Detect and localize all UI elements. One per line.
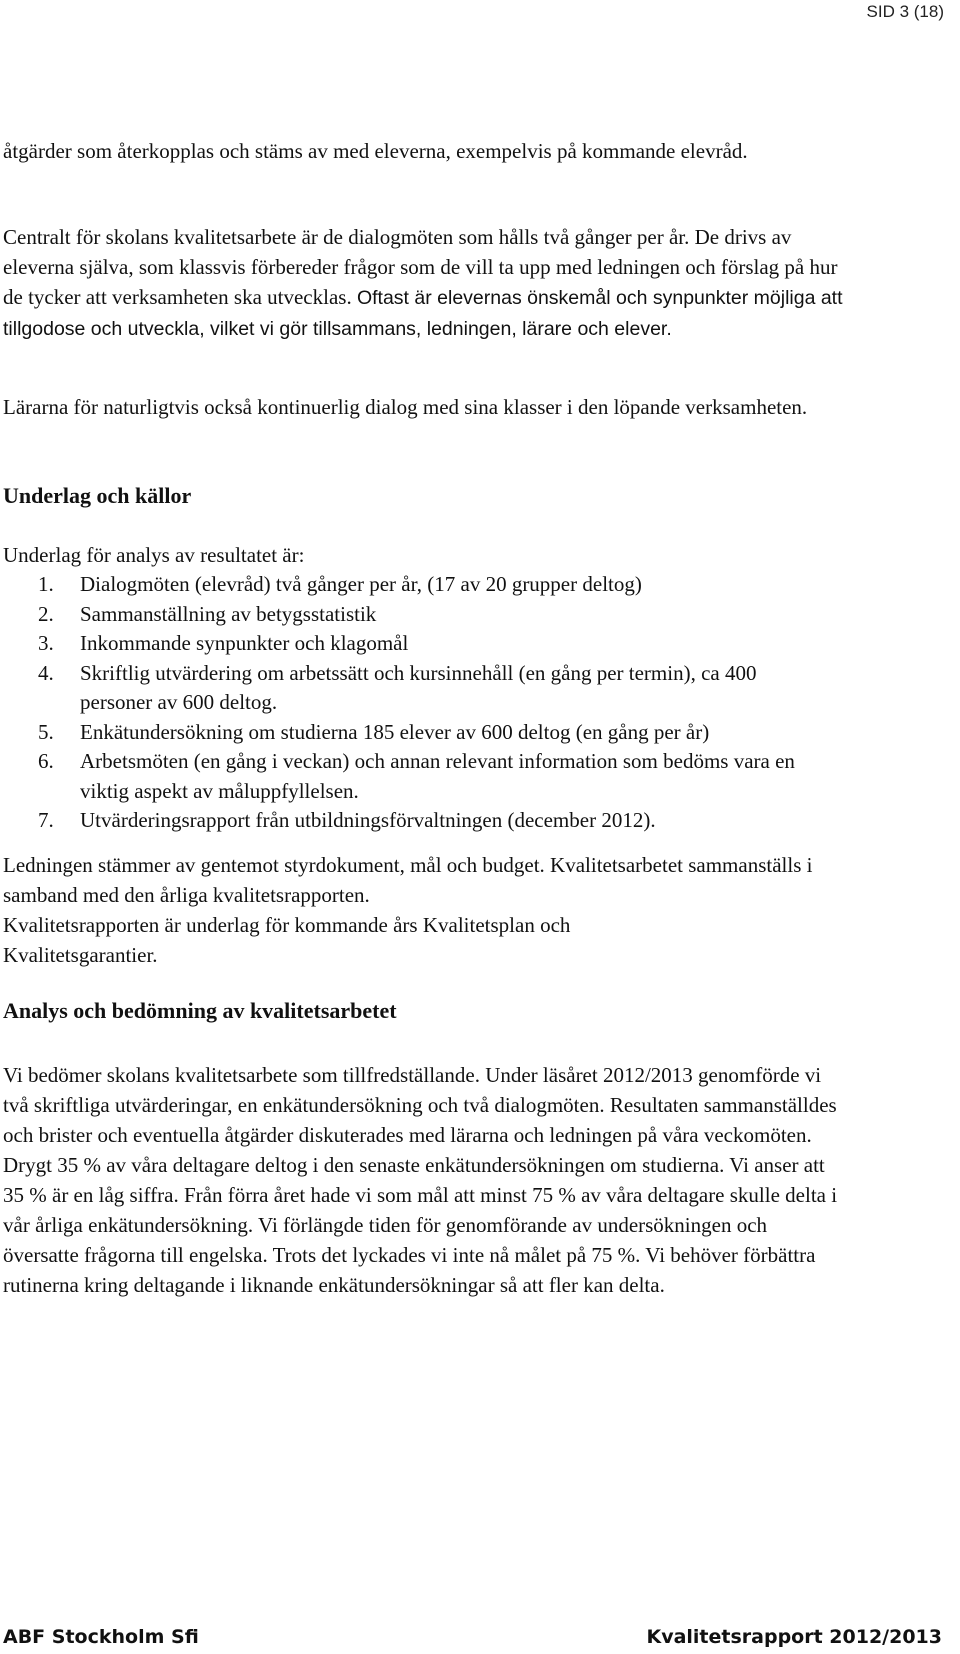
list-item-text: Utvärderingsrapport från utbildningsförvaltningen (december 2012). bbox=[80, 808, 656, 832]
list-item-text: Dialogmöten (elevråd) två gånger per år, (17 av 20 grupper deltog) bbox=[80, 572, 642, 596]
list-item-number: 5. bbox=[38, 719, 54, 744]
list-item bbox=[3, 806, 863, 836]
list-item-text: Skriftlig utvärdering om arbetssätt och kursinnehåll (en gång per termin), ca 400 personer av 600 deltog. bbox=[80, 660, 757, 714]
paragraph-management bbox=[3, 850, 838, 970]
paragraph-analysis bbox=[3, 1060, 843, 1300]
list-item-number: 1. bbox=[38, 572, 54, 596]
list-intro: Underlag för analys av resultatet är: bbox=[3, 543, 305, 567]
list-item bbox=[3, 747, 800, 806]
paragraph-text: Lärarna för naturligtvis också kontinuerlig dialog med sina klasser i den löpande verksamheten. bbox=[3, 395, 808, 419]
list-item-text: Arbetsmöten (en gång i veckan) och annan relevant information som bedöms vara en viktig aspekt av måluppfyllelsen. bbox=[80, 749, 795, 803]
paragraph-text: Vi bedömer skolans kvalitetsarbete som tillfredställande. Under läsåret 2012/2013 genomförde vi två skriftliga utvärderingar, en enkätundersökning och två dialogmöten. Resultaten sammanställdes och brister och eventuella åtgärder diskuterades med lärarna och ledningen på våra veckomöten. Drygt 35 % av våra deltagare deltog i den senaste enkätundersökningen om studierna. Vi anser att 35 % är en låg siffra. Från förra året hade vi som mål att minst 75 % av våra deltagare skulle delta i vår årliga enkätundersökning. Vi förlängde tiden för genomförande av undersökningen och översatte frågorna till engelska. Trots det lyckades vi inte nå målet på 75 %. Vi behöver förbättra rutinerna kring deltagande i liknande enkätundersökningar så att fler kan delta. bbox=[3, 1063, 838, 1297]
sources-list-section bbox=[3, 540, 863, 836]
section-heading-analysis bbox=[3, 996, 863, 1026]
footer-report-title: Kvalitetsrapport 2012/2013 bbox=[646, 1626, 942, 1648]
section-heading-sources bbox=[3, 481, 863, 511]
list-item bbox=[3, 718, 863, 748]
list-item-text: Enkätundersökning om studierna 185 elever av 600 deltog (en gång per år) bbox=[80, 719, 710, 744]
paragraph-text: Kvalitetsrapporten är underlag för kommande års Kvalitetsplan och Kvalitetsgarantier. bbox=[3, 913, 571, 967]
list-item-text: Sammanställning av betygsstatistik bbox=[80, 601, 377, 626]
list-item-text: Inkommande synpunkter och klagomål bbox=[80, 631, 409, 655]
paragraph-text bbox=[3, 222, 853, 344]
list-item-number: 4. bbox=[38, 660, 54, 685]
paragraph-feedback bbox=[3, 136, 863, 166]
paragraph-text-sans: Oftast är elevernas önskemål och synpunkter möjliga att tillgodose och utveckla, vilket vi gör tillsammans, ledningen, lärare och elever. bbox=[3, 287, 843, 340]
list-item-number: 2. bbox=[38, 601, 54, 626]
footer-organization: ABF Stockholm Sfi bbox=[3, 1626, 199, 1648]
list-item-number: 3. bbox=[38, 631, 54, 655]
paragraph-text: åtgärder som återkopplas och stäms av med eleverna, exempelvis på kommande elevråd. bbox=[3, 139, 748, 163]
list-item bbox=[3, 629, 863, 659]
list-item bbox=[3, 600, 863, 630]
paragraph-text: Ledningen stämmer av gentemot styrdokument, mål och budget. Kvalitetsarbetet sammanställs i samband med den årliga kvalitetsrapporten. bbox=[3, 853, 813, 907]
page-number: SID 3 (18) bbox=[866, 2, 944, 21]
section-heading: Underlag och källor bbox=[3, 483, 192, 508]
sources-list bbox=[3, 570, 863, 836]
list-item-number: 7. bbox=[38, 808, 54, 832]
paragraph-dialogue-meetings bbox=[3, 222, 853, 344]
paragraph-text-serif: Centralt för skolans kvalitetsarbete är de dialogmöten som hålls två gånger per år. De drivs av eleverna själva, som klassvis förbereder frågor som de vill ta upp med ledningen och förslag på hur de tycker att verksamheten ska utvecklas. bbox=[3, 225, 838, 309]
list-item bbox=[3, 659, 830, 718]
section-heading: Analys och bedömning av kvalitetsarbetet bbox=[3, 998, 397, 1023]
list-item-number: 6. bbox=[38, 749, 54, 773]
list-item bbox=[3, 570, 863, 600]
paragraph-teachers-dialogue bbox=[3, 392, 843, 422]
